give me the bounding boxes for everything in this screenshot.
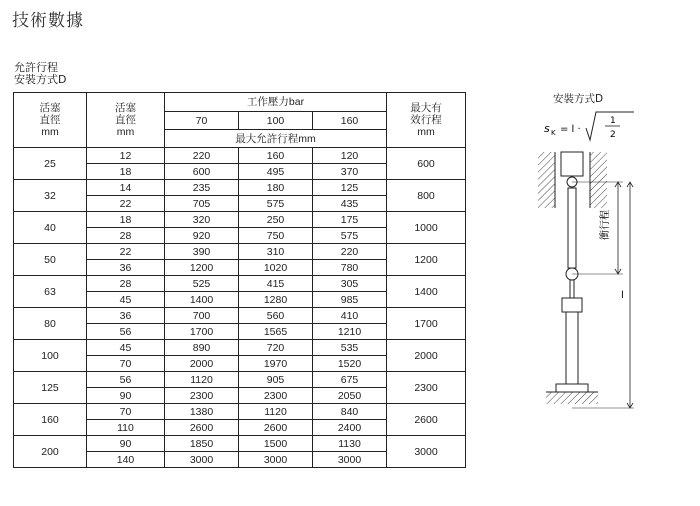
piston-diameter-cell: 160 — [14, 404, 87, 436]
piston-diameter-cell: 125 — [14, 372, 87, 404]
piston-diameter-cell: 50 — [14, 244, 87, 276]
stroke-value-cell: 2050 — [313, 388, 387, 404]
stroke-value-cell: 2300 — [239, 388, 313, 404]
stroke-value-cell: 1120 — [165, 372, 239, 388]
table-row — [14, 212, 466, 228]
stroke-value-cell: 2600 — [239, 420, 313, 436]
max-effective-stroke-cell: 2300 — [387, 372, 466, 404]
max-effective-stroke-cell: 2600 — [387, 404, 466, 436]
rod-diameter-cell: 45 — [87, 292, 165, 308]
piston-diameter-cell: 100 — [14, 340, 87, 372]
stroke-value-cell: 220 — [165, 148, 239, 164]
stroke-value-cell: 575 — [239, 196, 313, 212]
stroke-table — [13, 92, 466, 468]
stroke-label: 衝行程 — [600, 210, 611, 240]
stroke-value-cell: 180 — [239, 180, 313, 196]
rod-diameter-cell: 90 — [87, 388, 165, 404]
rod-diameter-cell: 56 — [87, 372, 165, 388]
rod-diameter-cell: 18 — [87, 212, 165, 228]
header-pressure-160: 160 — [313, 112, 387, 130]
stroke-value-cell: 750 — [239, 228, 313, 244]
stroke-value-cell: 3000 — [239, 452, 313, 468]
max-effective-stroke-cell: 800 — [387, 180, 466, 212]
piston-rod — [566, 312, 578, 384]
stroke-value-cell: 675 — [313, 372, 387, 388]
stroke-value-cell: 1120 — [239, 404, 313, 420]
stroke-value-cell: 2000 — [165, 356, 239, 372]
lower-head — [562, 298, 582, 312]
max-effective-stroke-cell: 1400 — [387, 276, 466, 308]
stroke-value-cell: 3000 — [165, 452, 239, 468]
stroke-value-cell: 985 — [313, 292, 387, 308]
max-effective-stroke-cell: 2000 — [387, 340, 466, 372]
stroke-value-cell: 305 — [313, 276, 387, 292]
stroke-value-cell: 3000 — [313, 452, 387, 468]
stroke-value-cell: 1200 — [165, 260, 239, 276]
stroke-value-cell: 435 — [313, 196, 387, 212]
stroke-value-cell: 2400 — [313, 420, 387, 436]
header-max-effective-stroke: 最大有 效行程 mm — [387, 93, 466, 148]
rod-diameter-cell: 28 — [87, 276, 165, 292]
max-effective-stroke-cell: 3000 — [387, 436, 466, 468]
piston-diameter-cell: 63 — [14, 276, 87, 308]
stroke-value-cell: 250 — [239, 212, 313, 228]
stroke-value-cell: 1380 — [165, 404, 239, 420]
table-row — [14, 276, 466, 292]
stroke-value-cell: 700 — [165, 308, 239, 324]
header-allowed-stroke: 最大允許行程mm — [165, 130, 387, 148]
stroke-value-cell: 1520 — [313, 356, 387, 372]
formula-denominator: 2 — [610, 130, 616, 140]
stroke-value-cell: 1850 — [165, 436, 239, 452]
mounting-diagram — [528, 90, 638, 420]
table-row — [14, 308, 466, 324]
rod-diameter-cell: 70 — [87, 356, 165, 372]
stroke-value-cell: 920 — [165, 228, 239, 244]
stroke-value-cell: 1210 — [313, 324, 387, 340]
table-subtitle — [14, 62, 66, 86]
header-pressure-100: 100 — [239, 112, 313, 130]
stroke-value-cell: 600 — [165, 164, 239, 180]
stroke-value-cell: 890 — [165, 340, 239, 356]
max-effective-stroke-cell: 600 — [387, 148, 466, 180]
stroke-value-cell: 1565 — [239, 324, 313, 340]
max-effective-stroke-cell: 1700 — [387, 308, 466, 340]
rod-diameter-cell: 28 — [87, 228, 165, 244]
stroke-value-cell: 905 — [239, 372, 313, 388]
rod-diameter-cell: 70 — [87, 404, 165, 420]
stroke-value-cell: 780 — [313, 260, 387, 276]
table-row — [14, 148, 466, 164]
stroke-value-cell: 495 — [239, 164, 313, 180]
table-row — [14, 340, 466, 356]
table-row — [14, 404, 466, 420]
stroke-value-cell: 320 — [165, 212, 239, 228]
stroke-value-cell: 1280 — [239, 292, 313, 308]
top-clevis — [561, 152, 583, 176]
stroke-value-cell: 1970 — [239, 356, 313, 372]
stroke-value-cell: 125 — [313, 180, 387, 196]
piston-diameter-cell: 25 — [14, 148, 87, 180]
piston-diameter-cell: 40 — [14, 212, 87, 244]
stroke-value-cell: 525 — [165, 276, 239, 292]
rod-diameter-cell: 14 — [87, 180, 165, 196]
max-effective-stroke-cell: 1000 — [387, 212, 466, 244]
stroke-value-cell: 2600 — [165, 420, 239, 436]
stroke-value-cell: 1400 — [165, 292, 239, 308]
rod-diameter-cell: 110 — [87, 420, 165, 436]
stroke-value-cell: 160 — [239, 148, 313, 164]
stroke-value-cell: 175 — [313, 212, 387, 228]
header-pressure-70: 70 — [165, 112, 239, 130]
stroke-value-cell: 1500 — [239, 436, 313, 452]
base-flange — [556, 384, 588, 392]
stroke-value-cell: 575 — [313, 228, 387, 244]
max-effective-stroke-cell: 1200 — [387, 244, 466, 276]
subtitle-line-1: 允許行程 — [14, 61, 58, 74]
stroke-value-cell: 415 — [239, 276, 313, 292]
stroke-value-cell: 840 — [313, 404, 387, 420]
table-row — [14, 180, 466, 196]
page-title: 技術數據 — [12, 11, 84, 31]
subtitle-line-2: 安裝方式D — [14, 73, 67, 86]
table-row — [14, 436, 466, 452]
rod-diameter-cell: 140 — [87, 452, 165, 468]
table-row — [14, 244, 466, 260]
rod-diameter-cell: 12 — [87, 148, 165, 164]
rod-diameter-cell: 18 — [87, 164, 165, 180]
piston-diameter-cell: 80 — [14, 308, 87, 340]
header-piston-diameter: 活塞 直徑 mm — [14, 93, 87, 148]
stroke-value-cell: 1700 — [165, 324, 239, 340]
piston-diameter-cell: 32 — [14, 180, 87, 212]
stroke-value-cell: 705 — [165, 196, 239, 212]
stroke-value-cell: 410 — [313, 308, 387, 324]
stroke-value-cell: 1020 — [239, 260, 313, 276]
top-wall-left — [538, 152, 555, 208]
formula-sub: K — [551, 129, 556, 137]
stroke-value-cell: 560 — [239, 308, 313, 324]
piston-diameter-cell: 200 — [14, 436, 87, 468]
stroke-value-cell: 120 — [313, 148, 387, 164]
rod-diameter-cell: 45 — [87, 340, 165, 356]
rod-diameter-cell: 36 — [87, 308, 165, 324]
base-ground — [546, 392, 598, 404]
table-row — [14, 372, 466, 388]
rod-diameter-cell: 22 — [87, 244, 165, 260]
rod-diameter-cell: 36 — [87, 260, 165, 276]
stroke-value-cell: 310 — [239, 244, 313, 260]
stroke-value-cell: 2300 — [165, 388, 239, 404]
stroke-value-cell: 390 — [165, 244, 239, 260]
stroke-value-cell: 220 — [313, 244, 387, 260]
rod-diameter-cell: 56 — [87, 324, 165, 340]
stroke-value-cell: 720 — [239, 340, 313, 356]
stroke-value-cell: 235 — [165, 180, 239, 196]
header-pressure-group: 工作壓力bar — [165, 93, 387, 112]
stroke-value-cell: 370 — [313, 164, 387, 180]
rod-diameter-cell: 22 — [87, 196, 165, 212]
diagram-title: 安裝方式D — [553, 93, 604, 105]
stroke-value-cell: 535 — [313, 340, 387, 356]
top-wall-right — [590, 152, 607, 208]
length-label: l — [621, 290, 624, 301]
formula-lhs: s — [544, 122, 550, 135]
formula-mid: = l · — [560, 124, 581, 135]
rod-diameter-cell: 90 — [87, 436, 165, 452]
formula-numerator: 1 — [610, 116, 616, 126]
stroke-value-cell: 1130 — [313, 436, 387, 452]
header-rod-diameter: 活塞 直徑 mm — [87, 93, 165, 148]
cylinder-tube — [568, 188, 576, 268]
